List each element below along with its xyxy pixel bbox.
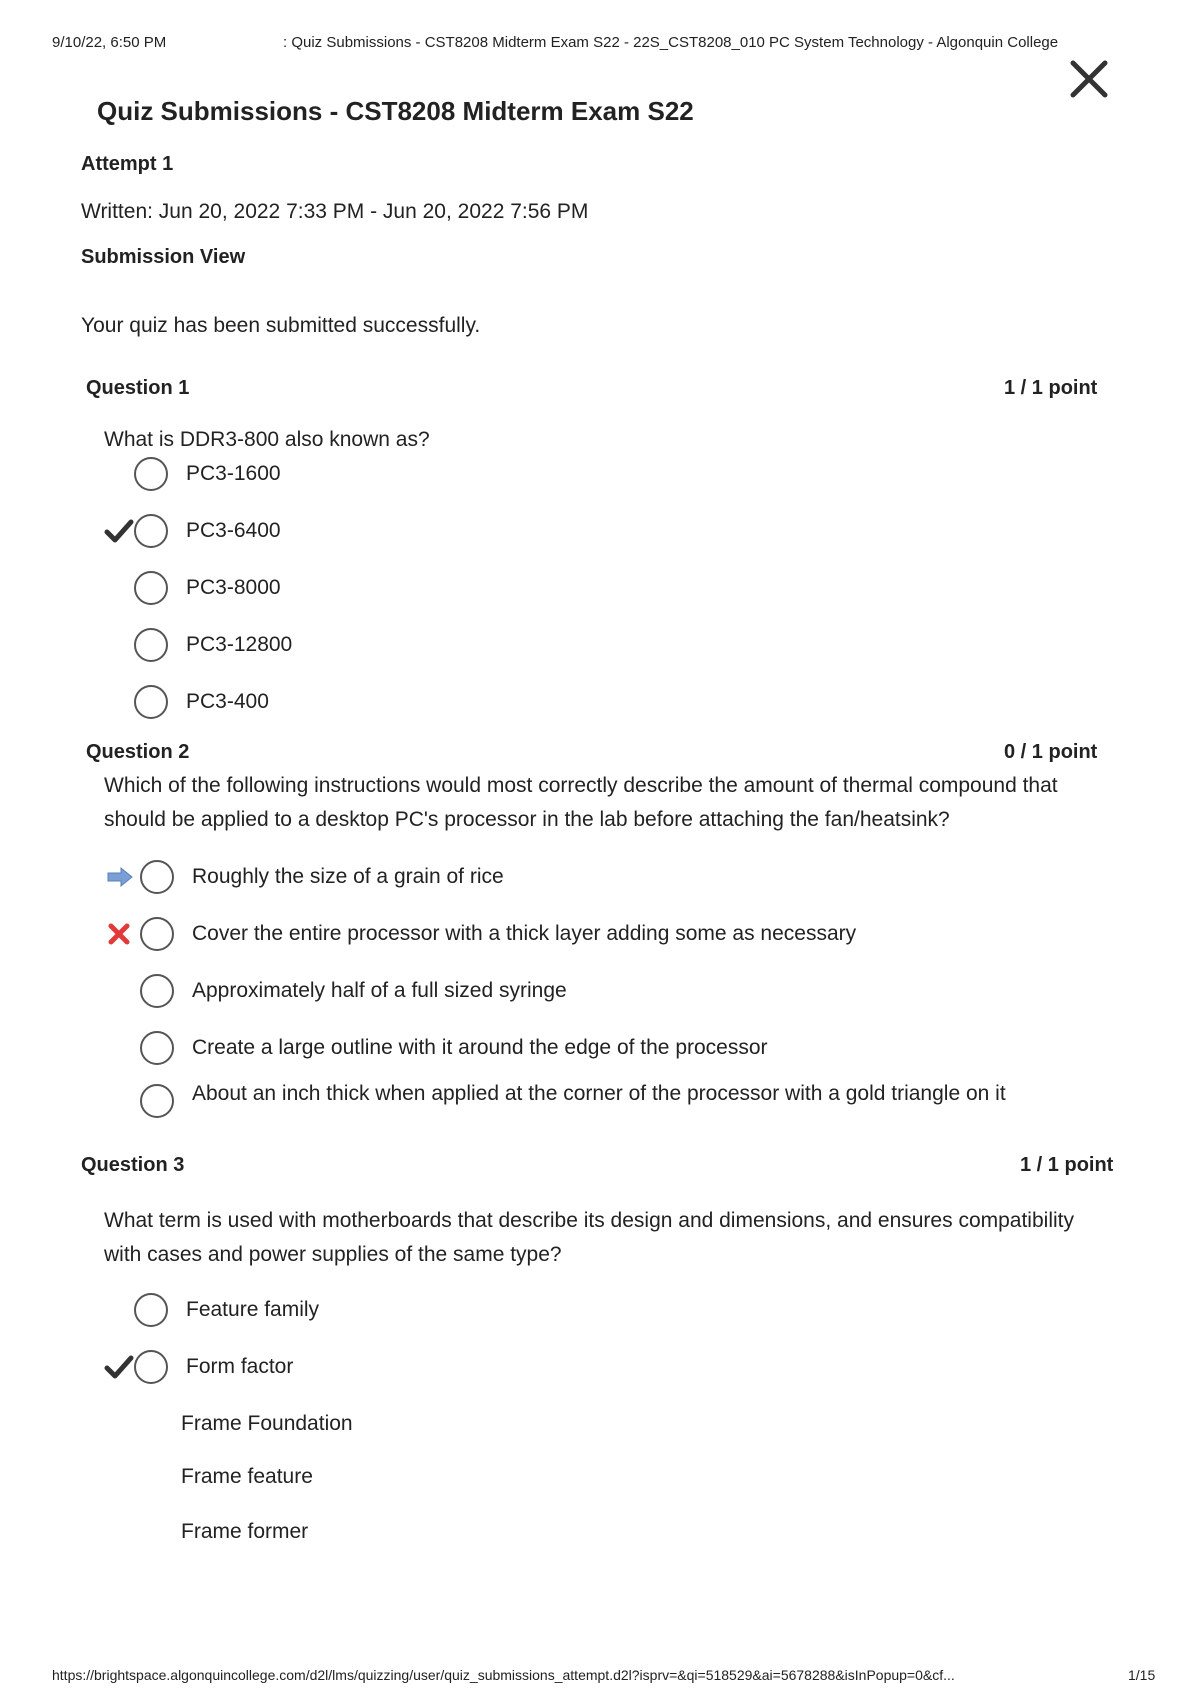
answer-option[interactable] — [134, 685, 269, 719]
option-label: Cover the entire processor with a thick layer adding some as necessary — [192, 922, 857, 945]
answer-option[interactable] — [140, 860, 504, 894]
close-icon — [1066, 56, 1112, 102]
radio-button[interactable] — [140, 1084, 174, 1118]
answer-option[interactable] — [134, 514, 281, 548]
option-label: PC3-8000 — [186, 576, 281, 599]
option-label: PC3-12800 — [186, 633, 293, 656]
question-text: What is DDR3-800 also known as? — [104, 428, 430, 451]
question-score: 1 / 1 point — [1004, 377, 1098, 399]
option-label: Form factor — [186, 1355, 294, 1378]
radio-button[interactable] — [134, 1293, 168, 1327]
wrong-answer-icon — [106, 921, 132, 947]
answer-option[interactable] — [140, 1031, 768, 1065]
answer-option[interactable] — [134, 628, 292, 662]
option-label: PC3-400 — [186, 690, 269, 713]
radio-button[interactable] — [134, 457, 168, 491]
option-label: Feature family — [186, 1298, 320, 1321]
print-footer-url: https://brightspace.algonquincollege.com/d2l/lms/quizzing/user/quiz_submissions_attempt.d2l?isprv=&qi=518529&ai=5678288&isInPopup=0&cf... — [52, 1667, 955, 1683]
attempt-label: Attempt 1 — [81, 153, 174, 175]
page-title: Quiz Submissions - CST8208 Midterm Exam S22 — [97, 96, 694, 126]
checkmark-icon — [104, 516, 134, 546]
radio-button[interactable] — [134, 628, 168, 662]
question-title: Question 2 — [86, 741, 190, 763]
question-text: Which of the following instructions would most correctly describe the amount of thermal compound that should be applied to a desktop PC's processor in the lab before attaching the fan/heatsink? — [104, 774, 1058, 831]
option-label: Approximately half of a full sized syringe — [192, 979, 567, 1002]
answer-option[interactable] — [134, 571, 281, 605]
question-text: What term is used with motherboards that describe its design and dimensions, and ensures compatibility with cases and power supplies of the same type? — [104, 1209, 1074, 1266]
option-label: Create a large outline with it around the edge of the processor — [192, 1036, 768, 1059]
answer-option[interactable] — [134, 457, 281, 491]
answer-option[interactable]: Frame Foundation — [181, 1412, 353, 1435]
print-page-number: 1/15 — [1128, 1667, 1156, 1683]
option-label: About an inch thick when applied at the corner of the processor with a gold triangle on it — [192, 1082, 1006, 1105]
print-datetime: 9/10/22, 6:50 PM — [52, 34, 167, 51]
radio-button[interactable] — [140, 917, 174, 951]
radio-button[interactable] — [134, 685, 168, 719]
radio-button[interactable] — [134, 514, 168, 548]
radio-button[interactable] — [134, 1350, 168, 1384]
success-message: Your quiz has been submitted successfully. — [81, 314, 481, 337]
question-title: Question 1 — [86, 377, 190, 399]
option-label: PC3-1600 — [186, 462, 281, 485]
question-score: 0 / 1 point — [1004, 741, 1098, 763]
print-page-title: : Quiz Submissions - CST8208 Midterm Exam S22 - 22S_CST8208_010 PC System Technology - Algonquin College — [283, 34, 1059, 51]
answer-option[interactable] — [134, 1293, 319, 1327]
radio-button[interactable] — [140, 1031, 174, 1065]
written-time: Written: Jun 20, 2022 7:33 PM - Jun 20, 2022 7:56 PM — [81, 200, 589, 223]
answer-option[interactable]: Frame feature — [181, 1465, 313, 1488]
question-title: Question 3 — [81, 1154, 185, 1176]
answer-option[interactable] — [140, 917, 856, 951]
option-label: PC3-6400 — [186, 519, 281, 542]
radio-button[interactable] — [140, 974, 174, 1008]
close-button[interactable] — [1066, 56, 1112, 102]
checkmark-icon — [104, 1352, 134, 1382]
answer-option[interactable]: Frame former — [181, 1520, 309, 1543]
arrow-right-icon — [106, 866, 134, 888]
submission-view-label: Submission View — [81, 246, 246, 268]
answer-option[interactable] — [134, 1350, 293, 1384]
answer-option[interactable] — [140, 974, 567, 1008]
radio-button[interactable] — [134, 571, 168, 605]
question-score: 1 / 1 point — [1020, 1154, 1114, 1176]
radio-button[interactable] — [140, 860, 174, 894]
answer-option[interactable] — [140, 1084, 1006, 1118]
option-label: Roughly the size of a grain of rice — [192, 865, 504, 888]
